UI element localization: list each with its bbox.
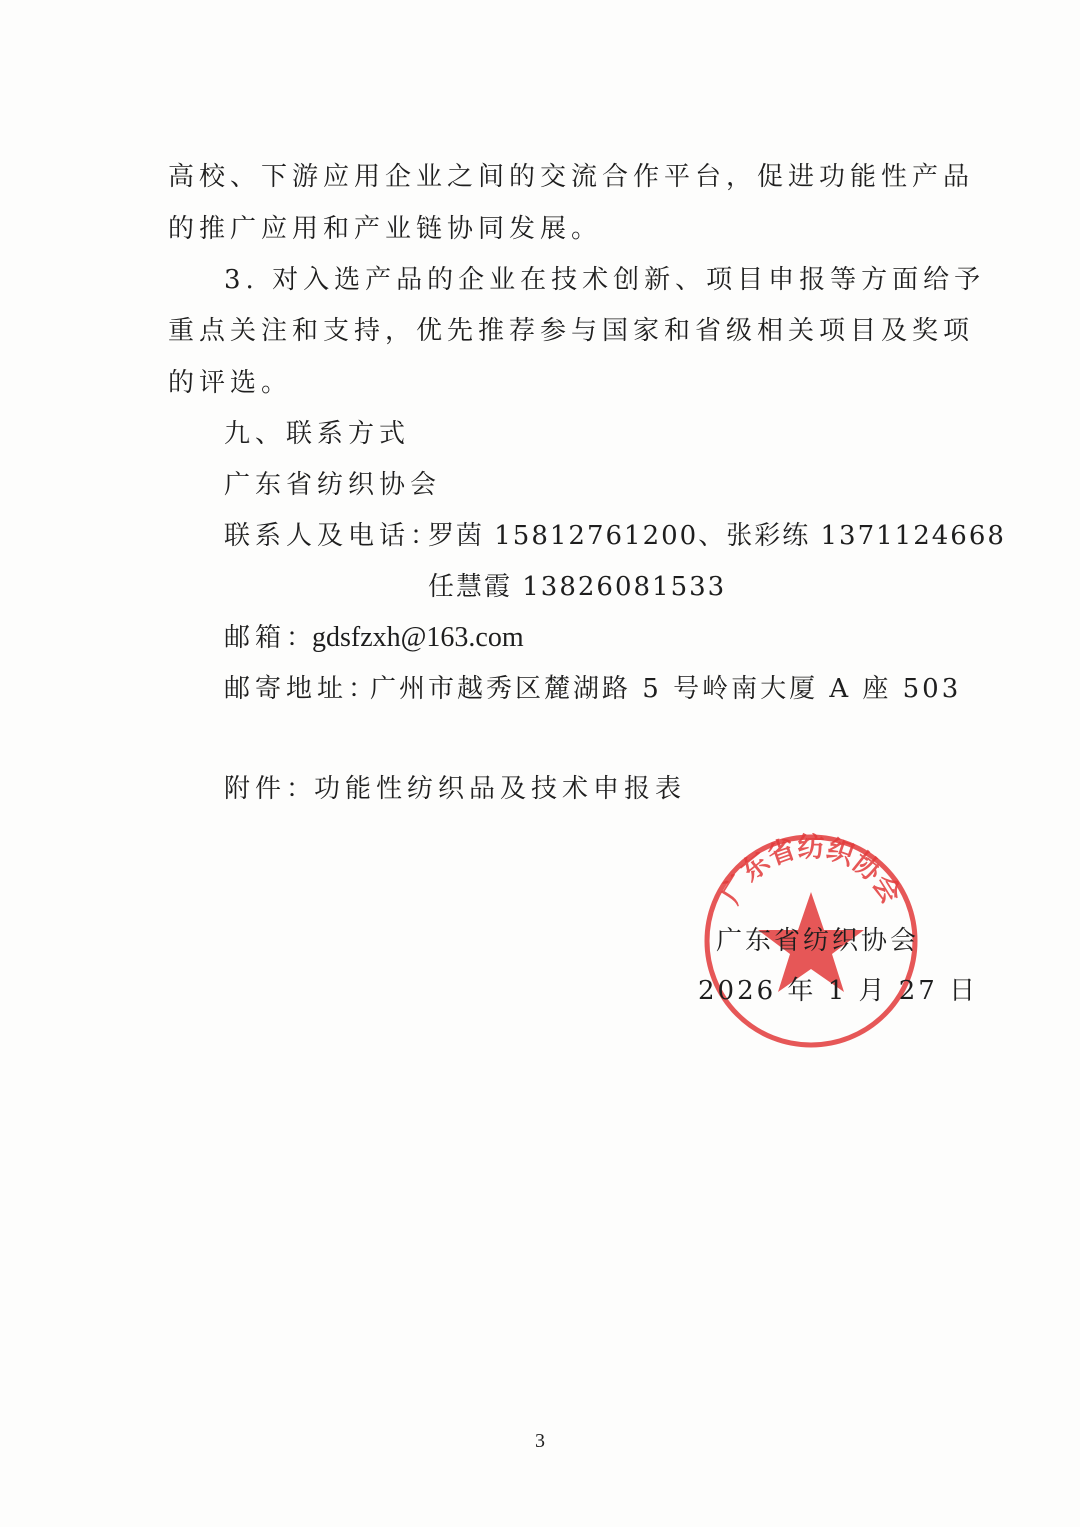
contact-people-line-2: 任慧霞 13826081533 bbox=[428, 572, 727, 602]
attachment-label: 附件： bbox=[224, 774, 318, 804]
seal-text: 广东省纺织协会 bbox=[715, 832, 907, 910]
body-line-2: 的推广应用和产业链协同发展。 bbox=[168, 214, 603, 244]
signature-date: 2026 年 1 月 27 日 bbox=[698, 976, 979, 1006]
attachment-text: 功能性纺织品及技术申报表 bbox=[314, 774, 687, 804]
contact-address: 广州市越秀区麓湖路 5 号岭南大厦 A 座 503 bbox=[370, 674, 962, 704]
signature-org: 广东省纺织协会 bbox=[716, 926, 920, 956]
body-line-5: 的评选。 bbox=[168, 368, 293, 398]
contact-email-label: 邮箱： bbox=[224, 623, 318, 653]
contact-email: gdsfzxh@163.com bbox=[312, 622, 524, 653]
body-line-4: 重点关注和支持，优先推荐参与国家和省级相关项目及奖项 bbox=[168, 316, 975, 346]
contact-people-label: 联系人及电话： bbox=[224, 521, 442, 551]
body-line-3: 3. 对入选产品的企业在技术创新、项目申报等方面给予 bbox=[224, 265, 986, 295]
body-line-1: 高校、下游应用企业之间的交流合作平台，促进功能性产品 bbox=[168, 162, 975, 192]
contact-org: 广东省纺织协会 bbox=[224, 470, 442, 500]
page-number: 3 bbox=[535, 1430, 545, 1452]
contact-address-label: 邮寄地址： bbox=[224, 674, 380, 704]
contact-people-line-1: 罗茵 15812761200、张彩练 1371124668 bbox=[428, 521, 1006, 551]
contact-heading: 九、联系方式 bbox=[224, 419, 411, 449]
